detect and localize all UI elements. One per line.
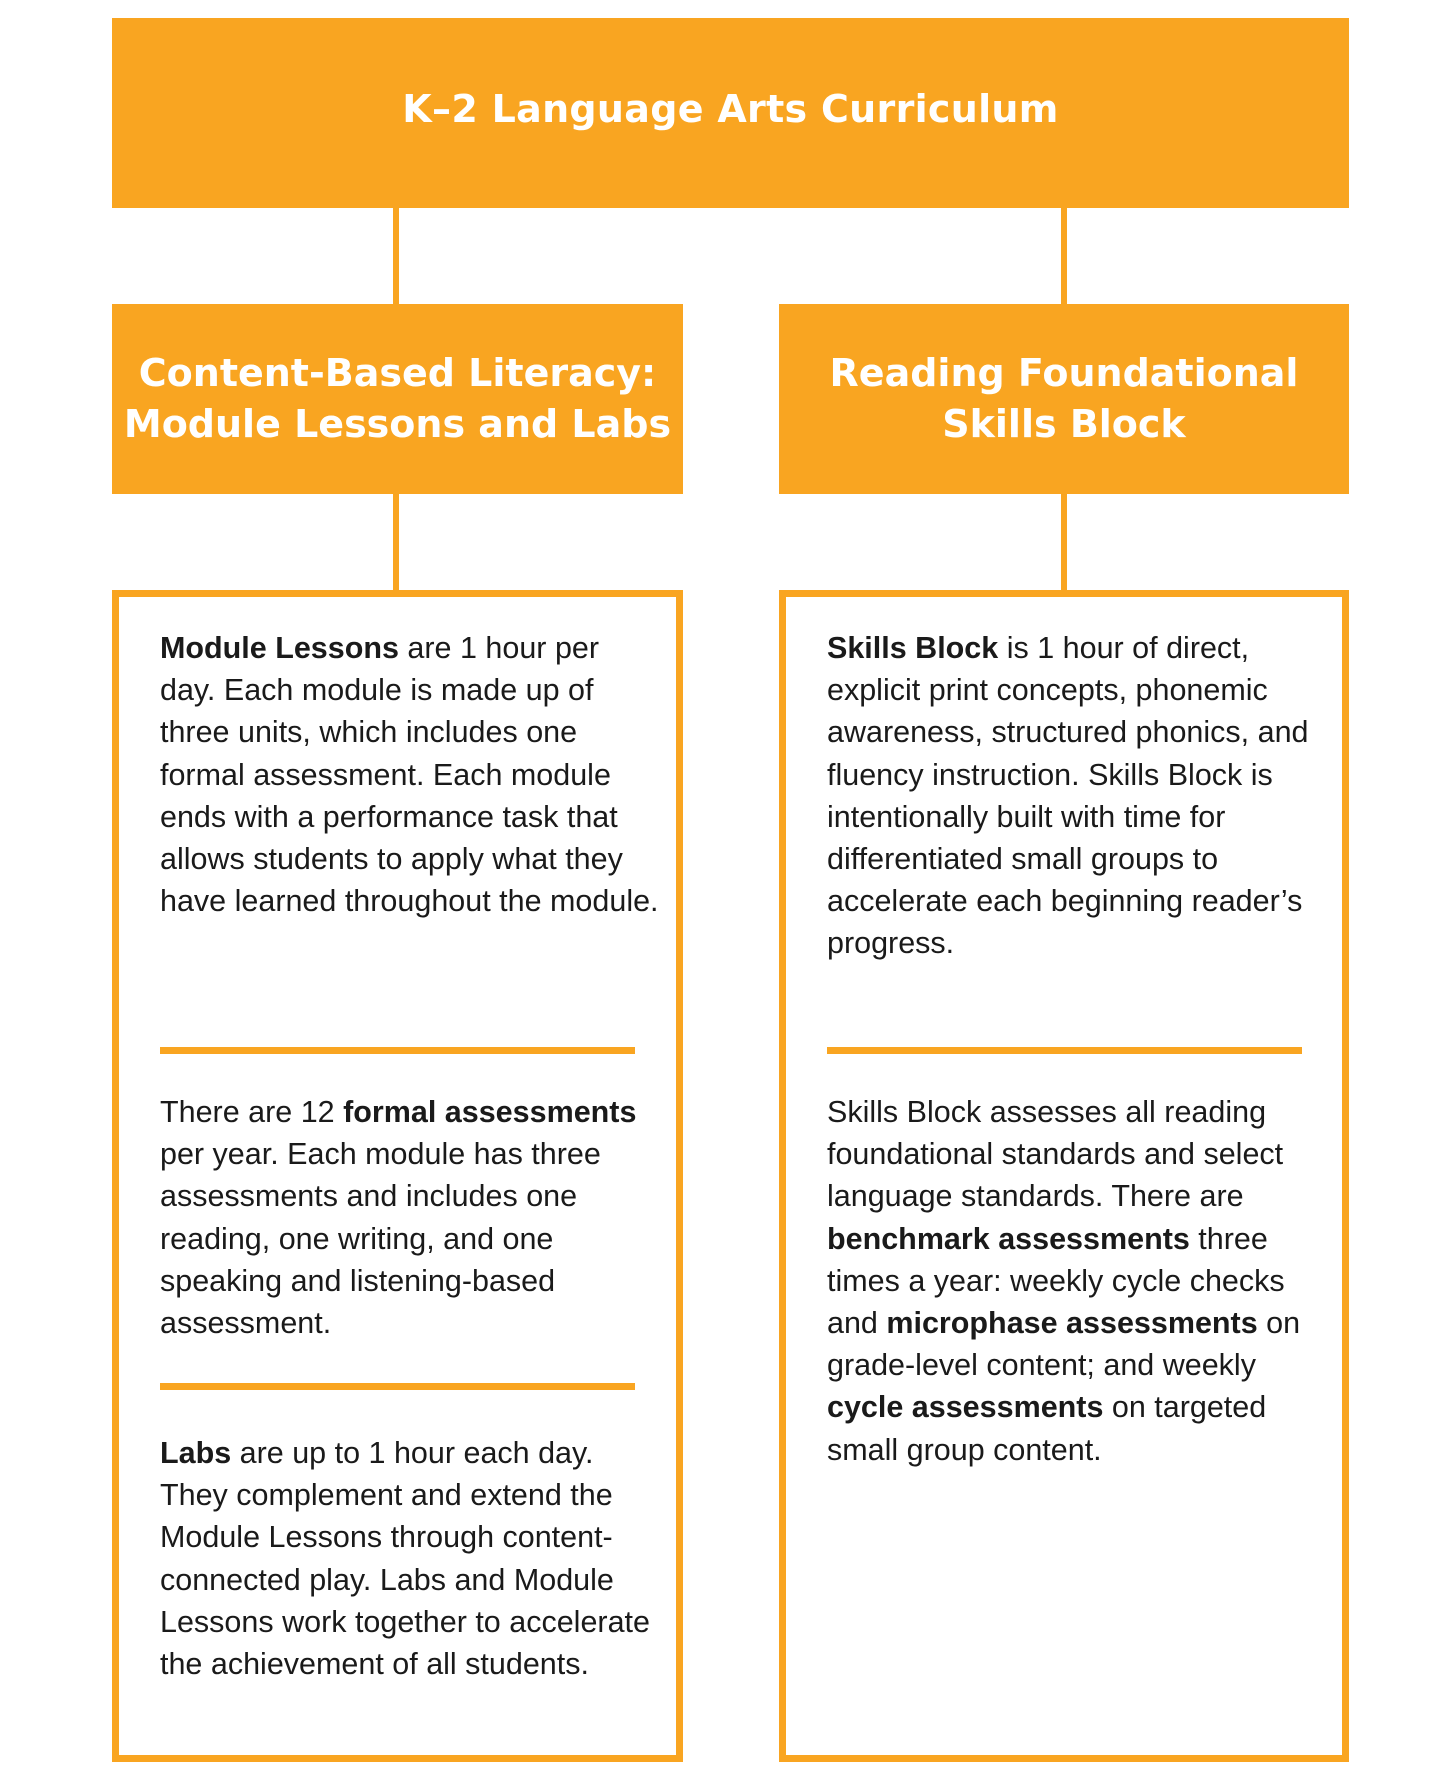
connector-right-bottom: [1061, 494, 1067, 591]
formal-assessments-term: formal assessments: [343, 1095, 637, 1129]
right-branch-header: [779, 304, 1349, 494]
benchmark-assessments-term: benchmark assessments: [827, 1221, 1190, 1256]
microphase-assessments-term: microphase assessments: [886, 1306, 1258, 1341]
skills-block-paragraph: [827, 627, 1317, 965]
right-divider-1: [827, 1047, 1302, 1054]
skills-assessments-paragraph: [827, 1091, 1317, 1471]
connector-left-top: [393, 208, 399, 304]
formal-assessments-paragraph: [160, 1091, 650, 1344]
cycle-assessments-term: cycle assessments: [827, 1390, 1104, 1425]
skills-assessments-p1: Skills Block assesses all reading foundational standards and select language standards. There are: [827, 1095, 1284, 1214]
curriculum-header: [112, 18, 1349, 208]
module-lessons-paragraph: [160, 627, 660, 922]
left-branch-title: Content-Based Literacy: Module Lessons and Labs: [123, 351, 672, 446]
labs-term: Labs: [160, 1436, 232, 1470]
skills-assessments-p2: three times a year: weekly cycle checks and: [827, 1221, 1285, 1341]
skills-assessments-p3: on grade-level content; and weekly: [827, 1306, 1301, 1383]
connector-right-top: [1061, 208, 1067, 304]
left-divider-2: [160, 1383, 635, 1390]
labs-text: are up to 1 hour each day. They complement and extend the Module Lessons through content-connected play. Labs and Module Lessons work together to accelerate the achievement of all students.: [160, 1436, 650, 1682]
skills-block-term: Skills Block: [827, 631, 999, 665]
left-branch-header: [112, 304, 683, 494]
left-divider-1: [160, 1047, 635, 1054]
right-branch-title: Reading Foundational Skills Block: [829, 351, 1299, 446]
curriculum-title: K–2 Language Arts Curriculum: [402, 87, 1059, 131]
module-lessons-term: Module Lessons: [160, 631, 399, 665]
formal-assessments-text: per year. Each module has three assessments and includes one reading, one writing, and one speaking and listening-based assessment.: [160, 1137, 601, 1341]
formal-assessments-pre: There are 12: [160, 1095, 344, 1129]
skills-assessments-p4: on targeted small group content.: [827, 1390, 1267, 1467]
labs-paragraph: [160, 1432, 650, 1685]
connector-left-bottom: [393, 494, 399, 591]
module-lessons-text: are 1 hour per day. Each module is made up of three units, which includes one formal assessment. Each module ends with a performance task that allows students to apply what they have learned throughout the module.: [160, 631, 659, 919]
skills-block-text: is 1 hour of direct, explicit print concepts, phonemic awareness, structured phonics, and fluency instruction. Skills Block is intentionally built with time for differentiated small groups to accelerate each beginning reader’s progress.: [827, 631, 1309, 961]
